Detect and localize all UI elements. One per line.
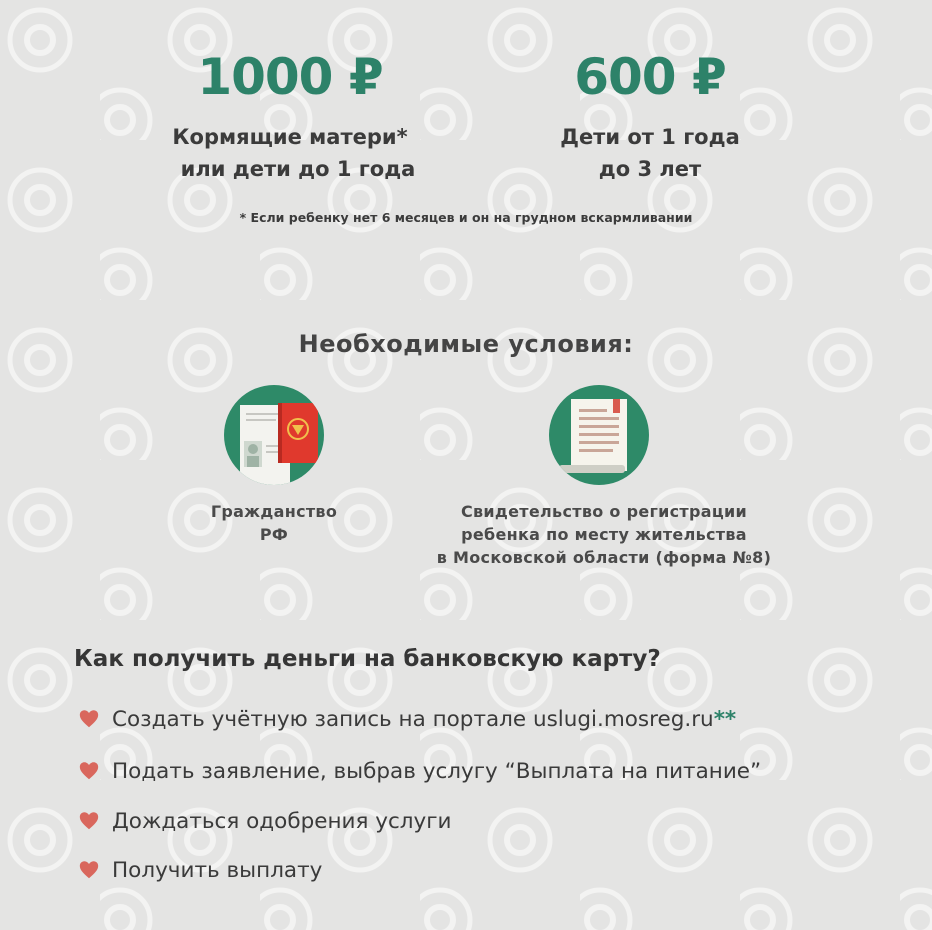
conditions-title: Необходимые условия: (298, 330, 634, 358)
heart-icon (78, 760, 100, 782)
payment-caption-line: Кормящие матери* (172, 125, 408, 149)
document-icon (549, 385, 649, 485)
step-text: Дождаться одобрения услуги (112, 808, 452, 834)
passport-icon (224, 385, 324, 485)
step-item (78, 806, 452, 836)
step-text: Подать заявление, выбрав услугу “Выплата на питание” (112, 758, 762, 784)
step-text: Создать учётную запись на портале uslugi.mosreg.ru (112, 706, 714, 732)
step-item (78, 756, 761, 786)
condition-citizenship (174, 500, 374, 546)
step-item (78, 704, 736, 734)
condition-line: Гражданство (210, 502, 338, 521)
condition-line: Свидетельство о регистрации (460, 502, 748, 521)
condition-line: ребенка по месту жительства (461, 525, 747, 544)
heart-icon (78, 708, 100, 730)
condition-line: в Московской области (форма №8) (436, 548, 772, 567)
condition-line: РФ (259, 525, 289, 544)
step-footnote-mark: ** (713, 706, 737, 732)
step-text: Получить выплату (112, 857, 323, 883)
heart-icon (78, 859, 100, 881)
payment-amount-toddlers: 600 ₽ (574, 48, 726, 106)
step-item (78, 855, 322, 885)
heart-icon (78, 810, 100, 832)
payment-caption-nursing (120, 121, 460, 185)
payment-caption-line: до 3 лет (598, 157, 702, 181)
payment-caption-line: или дети до 1 года (180, 157, 416, 181)
payment-caption-line: Дети от 1 года (560, 125, 740, 149)
how-to-title: Как получить деньги на банковскую карту? (74, 646, 661, 672)
footnote: * Если ребенку нет 6 месяцев и он на грудном вскармливании (239, 210, 693, 225)
payment-amount-nursing: 1000 ₽ (197, 48, 383, 106)
payment-caption-toddlers (480, 121, 820, 185)
condition-registration (384, 500, 824, 569)
